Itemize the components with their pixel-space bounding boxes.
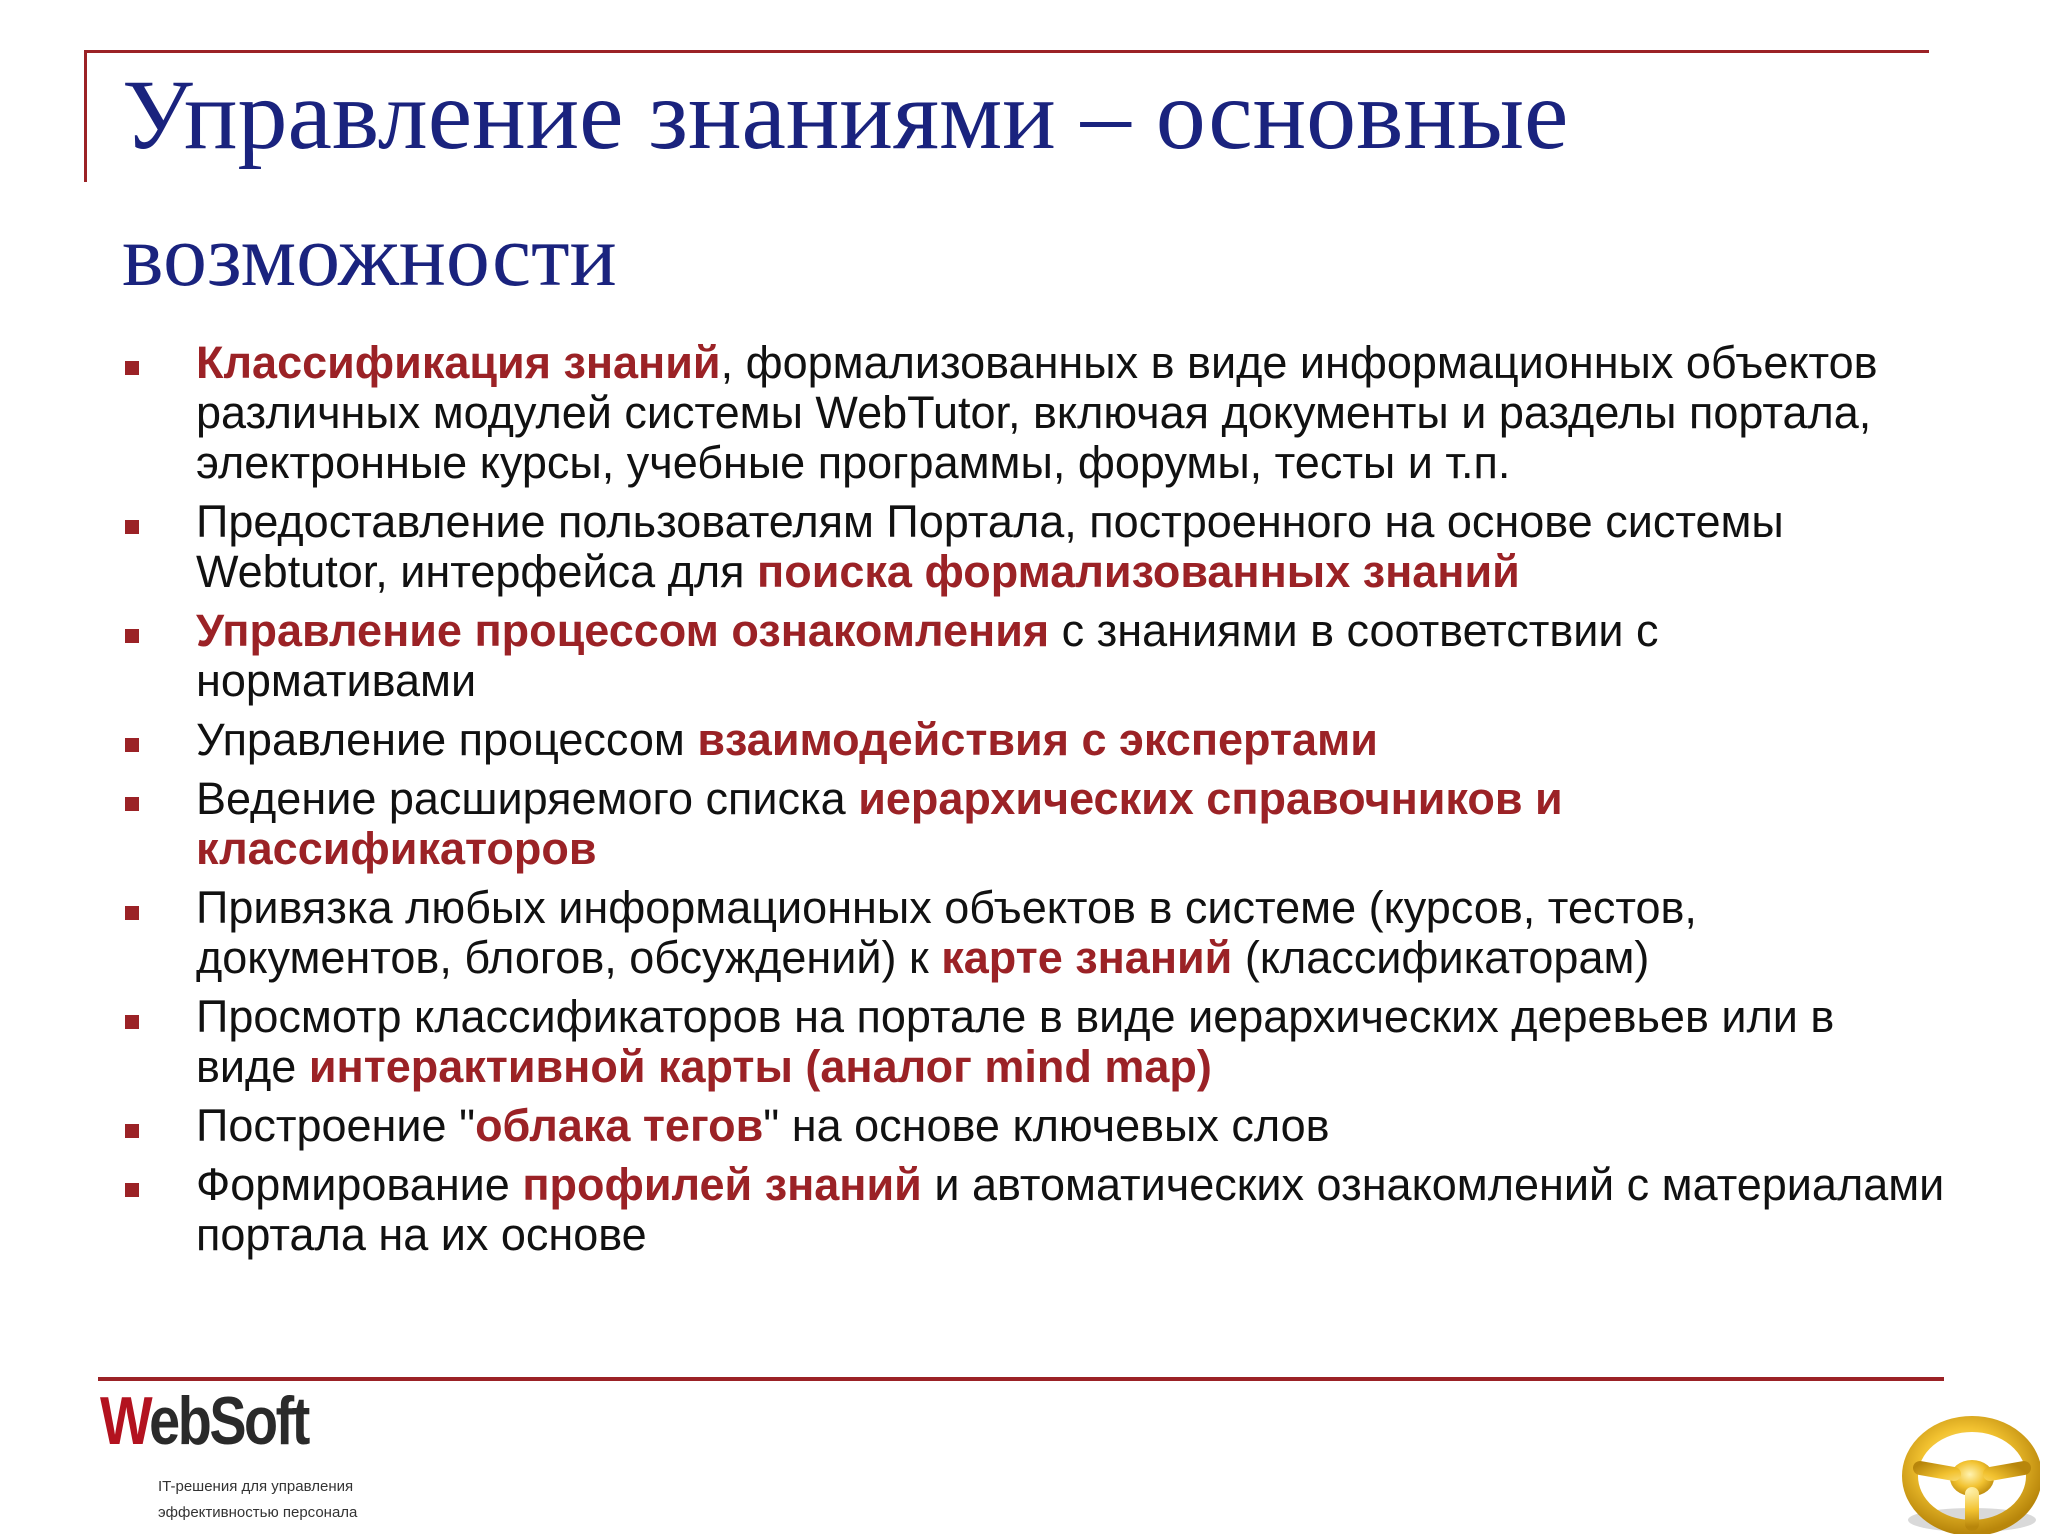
websoft-logo [100, 1383, 440, 1532]
item-text-before: Просмотр классификаторов на портале в виде иерархических деревьев или в виде [196, 991, 1835, 1092]
item-text-before: Формирование [196, 1159, 523, 1210]
list-item [196, 715, 1946, 765]
logo-tagline [158, 1474, 357, 1526]
steering-wheel-icon [1880, 1406, 2040, 1534]
item-text-after: с знаниями в соответствии с нормативами [196, 605, 1659, 706]
item-highlight: облака тегов [475, 1100, 764, 1151]
item-highlight: иерархических справочников и классификаторов [196, 773, 1563, 874]
slide-title [122, 59, 1922, 305]
top-rule [86, 50, 1929, 53]
item-text-after: (классификаторам) [1232, 932, 1650, 983]
list-item [196, 1160, 1946, 1260]
list-item [196, 338, 1946, 488]
square-bullet-icon [125, 1015, 139, 1029]
list-item [196, 497, 1946, 597]
slide-title-line-1: Управление знаниями – основные [122, 59, 1569, 170]
item-text-after: , формализованных в виде информационных объектов различных модулей системы WebTutor, включая документы и разделы портала, электронные курсы, учебные программы, форумы, тесты и т.п. [196, 337, 1878, 488]
item-highlight: поиска формализованных знаний [757, 546, 1520, 597]
logo-accent-letter: W [100, 1383, 150, 1459]
item-text-before: Привязка любых информационных объектов в системе (курсов, тестов, документов, блогов, обсуждений) к [196, 882, 1697, 983]
item-text-before: Предоставление пользователям Портала, построенного на основе системы Webtutor, интерфейса для [196, 496, 1784, 597]
item-highlight: карте знаний [941, 932, 1233, 983]
bottom-rule [98, 1377, 1944, 1381]
logo-tagline-line-1: IT-решения для управления [158, 1478, 354, 1495]
square-bullet-icon [125, 1183, 139, 1197]
item-highlight: профилей знаний [522, 1159, 922, 1210]
item-text-before: Построение " [196, 1100, 476, 1151]
logo-wordmark [100, 1382, 308, 1460]
list-item [196, 883, 1946, 983]
slide-title-line-2: возможности [122, 208, 617, 305]
item-highlight: взаимодействия с экспертами [697, 714, 1378, 765]
square-bullet-icon [125, 361, 139, 375]
square-bullet-icon [125, 629, 139, 643]
list-item [196, 774, 1946, 874]
list-item [196, 606, 1946, 706]
feature-list [196, 338, 1946, 1269]
item-text-after: " на основе ключевых слов [763, 1100, 1330, 1151]
list-item [196, 992, 1946, 1092]
item-highlight: интерактивной карты (аналог mind map) [308, 1041, 1212, 1092]
square-bullet-icon [125, 1124, 139, 1138]
logo-tagline-line-2: эффективностью персонала [158, 1504, 358, 1521]
square-bullet-icon [125, 520, 139, 534]
list-item [196, 1101, 1946, 1151]
square-bullet-icon [125, 797, 139, 811]
square-bullet-icon [125, 738, 139, 752]
item-text-after: и автоматических ознакомлений с материалами портала на их основе [196, 1159, 1945, 1260]
left-rule [84, 50, 87, 182]
item-highlight: Классификация знаний [196, 337, 721, 388]
item-text-before: Управление процессом [196, 714, 698, 765]
logo-rest: ebSoft [149, 1383, 308, 1459]
item-text-before: Ведение расширяемого списка [196, 773, 859, 824]
item-highlight: Управление процессом ознакомления [196, 605, 1050, 656]
square-bullet-icon [125, 906, 139, 920]
